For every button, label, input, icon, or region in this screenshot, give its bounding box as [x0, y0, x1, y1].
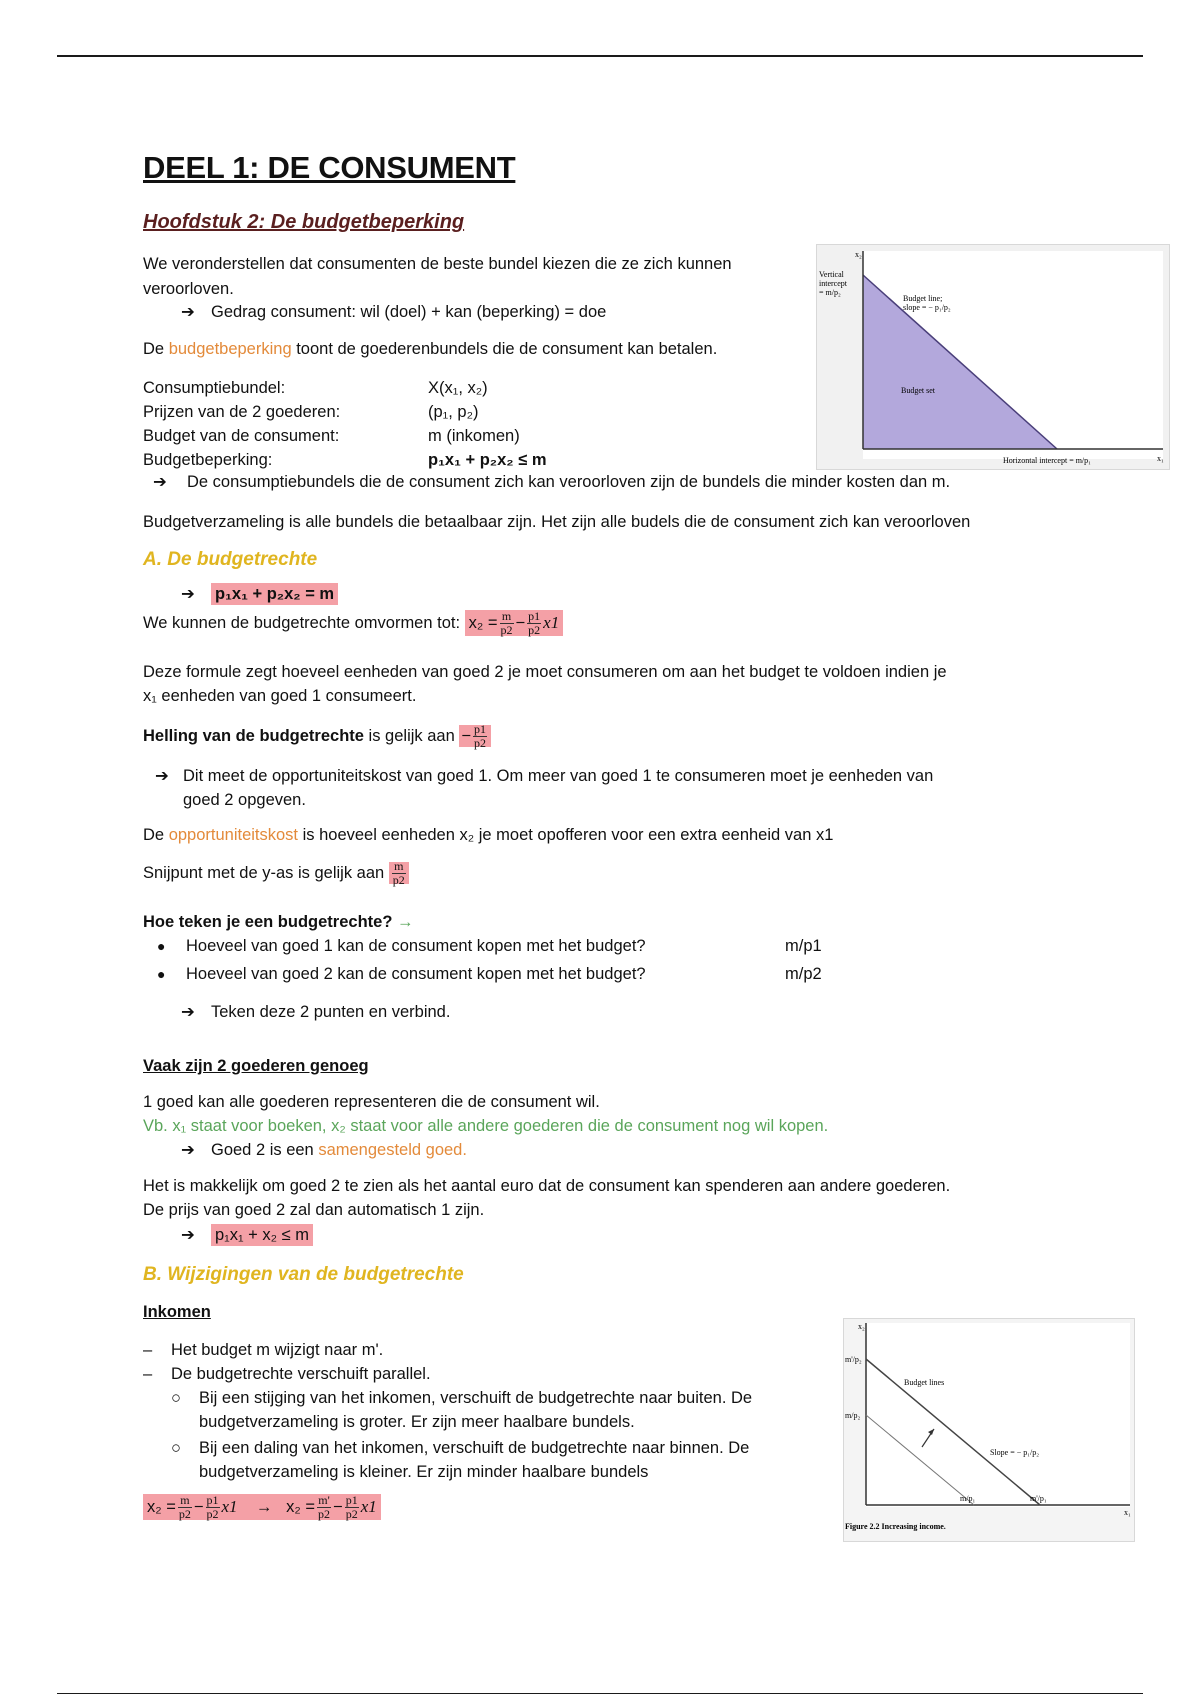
denominator: p2	[318, 1507, 331, 1521]
bullet-icon: ●	[157, 938, 166, 954]
fraction-p1-p2	[345, 1494, 359, 1521]
m-p1-label: m/p₁	[960, 1494, 976, 1503]
dash-text: De budgetrechte verschuift parallel.	[171, 1365, 431, 1383]
budget-line-label: Budget line;	[903, 294, 943, 303]
plot-area	[866, 1323, 1130, 1507]
budget-set-label: Budget set	[901, 386, 935, 395]
two-goods-title: Vaak zijn 2 goederen genoeg	[143, 1057, 369, 1075]
bullet-text: Hoeveel van goed 2 kan de consument kopen met het budget?	[186, 965, 646, 983]
minus-sign: −	[515, 613, 526, 632]
denominator: p2	[392, 873, 405, 887]
arrow-icon: ➔	[181, 1003, 195, 1021]
arrow-icon: →	[255, 1497, 273, 1516]
intro-line: veroorloven.	[143, 280, 234, 298]
rewrite-line	[143, 610, 563, 637]
rewrite-formula	[465, 610, 564, 636]
text: is hoeveel eenheden x₂ je moet opofferen voor een extra eenheid van x1	[298, 826, 834, 844]
def-value: m (inkomen)	[428, 427, 520, 445]
figure-caption: Figure 2.2 Increasing income.	[845, 1522, 946, 1531]
budget-set-note: Budgetverzameling is alle bundels die betaalbaar zijn. Het zijn alle budels die de consument zich kan veroorloven	[143, 513, 971, 531]
numerator: p1	[474, 722, 486, 736]
def-value: p₁x₁ + p₂x₂ ≤ m	[428, 451, 547, 469]
denominator: p2	[206, 1507, 219, 1521]
draw-question	[143, 910, 414, 934]
arrow-icon: →	[397, 913, 414, 931]
dash-item	[143, 1362, 431, 1386]
text: Snijpunt met de y-as is gelijk aan	[143, 863, 389, 882]
denominator: p2	[528, 623, 541, 637]
draw-step-text: Teken deze 2 punten en verbind.	[211, 1003, 451, 1021]
term-opportuniteitskost: opportuniteitskost	[168, 826, 299, 844]
sub-item	[171, 1386, 811, 1431]
numerator: m	[392, 860, 406, 874]
bullet-text: Hoeveel van goed 1 kan de consument kopen met het budget?	[186, 937, 646, 955]
behaviour-text: Gedrag consument: wil (doel) + kan (beperking) = doe	[211, 303, 607, 321]
chapter-heading: Hoofdstuk 2: De budgetbeperking	[143, 211, 465, 233]
dash-text: Het budget m wijzigt naar m'.	[171, 1341, 384, 1359]
text: De	[143, 826, 169, 844]
formula-highlight: p₁x₁ + p₂x₂ = m	[211, 583, 338, 605]
m-prime-p1-label: m'/p₁	[1030, 1494, 1047, 1503]
term-samengesteld-goed: samengesteld goed.	[318, 1141, 467, 1159]
minus-sign: −	[333, 1497, 343, 1516]
numerator: p1	[528, 609, 541, 623]
sub-text: budgetverzameling is kleiner. Er zijn minder haalbare bundels	[199, 1463, 649, 1481]
vertical-intercept-label: = m/p₂	[819, 288, 841, 297]
budget-set-figure	[816, 244, 1170, 470]
def-label: Budget van de consument:	[143, 427, 340, 445]
budget-line-label: slope = − p₁/p₂	[903, 303, 951, 312]
m-p2-label: m/p₂	[845, 1411, 861, 1420]
intercept-line	[143, 860, 409, 887]
horizontal-intercept-label: Horizontal intercept = m/p₁	[1003, 456, 1091, 465]
sub-text: Bij een daling van het inkomen, verschuift de budgetrechte naar binnen. De	[199, 1439, 750, 1457]
increasing-income-figure	[843, 1318, 1135, 1542]
minus-sign: −	[193, 1497, 204, 1516]
bullet-icon: ●	[157, 966, 166, 982]
fraction-m-p2	[500, 610, 514, 637]
budget-lines-label: Budget lines	[904, 1378, 945, 1387]
slope-label: Helling van de budgetrechte	[143, 726, 364, 745]
numerator: p1	[345, 1493, 358, 1507]
arrow-icon: ➔	[155, 767, 169, 785]
m-prime-p2-label: m'/p₂	[845, 1355, 862, 1364]
x1-symbol: x1	[221, 1496, 238, 1516]
arrow-icon: ➔	[181, 1141, 195, 1159]
rewrite-text: We kunnen de budgetrechte omvormen tot:	[143, 613, 465, 632]
definitions-table	[143, 376, 743, 476]
text: toont de goederenbundels die de consument kan betalen.	[291, 340, 718, 358]
two-goods-example: Vb. x₁ staat voor boeken, x₂ staat voor alle andere goederen die de consument nog wil kopen.	[143, 1117, 829, 1135]
vertical-intercept-label: Vertical	[819, 270, 844, 279]
meaning-line: x₁ eenheden van goed 1 consumeert.	[143, 687, 417, 705]
page-title: DEEL 1: DE CONSUMENT	[143, 150, 516, 185]
behaviour-line	[181, 300, 606, 324]
def-value: (p₁, p₂)	[428, 403, 479, 421]
fraction-p1-p2	[473, 723, 487, 750]
formula-highlight: p₁x₁ + x₂ ≤ m	[211, 1224, 313, 1246]
budget-set-diagram	[817, 245, 1169, 469]
denominator: p2	[474, 736, 486, 750]
x2-symbol: x₂ =	[468, 613, 498, 632]
draw-step	[181, 1000, 450, 1024]
opportunity-line	[155, 764, 933, 788]
fraction-p1-p2	[206, 1494, 220, 1521]
sub-item	[171, 1436, 811, 1481]
numerator: m	[178, 1494, 192, 1508]
numerator: m	[500, 610, 514, 624]
term-budgetbeperking: budgetbeperking	[168, 340, 292, 358]
opportunity-line: goed 2 opgeven.	[183, 791, 306, 809]
text: De	[143, 340, 169, 358]
def-value: X(x₁, x₂)	[428, 379, 488, 397]
arrow-icon: ➔	[181, 1226, 195, 1244]
x2-symbol: x₂ =	[147, 1497, 176, 1516]
two-goods-formula	[181, 1223, 313, 1247]
arrow-icon: ➔	[181, 585, 195, 603]
denominator: p2	[178, 1507, 191, 1521]
numerator: p1	[206, 1493, 219, 1507]
bullet-answer: m/p1	[785, 937, 822, 955]
euro-line: De prijs van goed 2 zal dan automatisch 1 zijn.	[143, 1201, 485, 1219]
dash-icon: –	[143, 1365, 153, 1383]
fraction-m-p2	[392, 860, 406, 887]
arrow-icon: ➔	[181, 303, 195, 321]
denominator: p2	[345, 1507, 358, 1521]
bundles-note	[153, 470, 950, 494]
minus-sign: −	[461, 726, 471, 745]
circle-bullet-icon: ○	[171, 1439, 181, 1457]
section-a-title: A. De budgetrechte	[143, 549, 318, 570]
two-goods-line: 1 goed kan alle goederen representeren die de consument wil.	[143, 1093, 600, 1111]
x-axis-label: x₁	[1124, 1508, 1131, 1517]
section-b-title: B. Wijzigingen van de budgetrechte	[143, 1264, 464, 1285]
x1-symbol: x1	[360, 1496, 377, 1516]
euro-line: Het is makkelijk om goed 2 te zien als het aantal euro dat de consument kan spenderen aan andere goederen.	[143, 1177, 951, 1195]
fraction-mprime-p2	[317, 1494, 331, 1521]
bottom-rule	[57, 1693, 1143, 1694]
def-label: Prijzen van de 2 goederen:	[143, 403, 341, 421]
increasing-income-diagram	[844, 1319, 1134, 1541]
constraint-line	[143, 337, 717, 361]
sub-text: Bij een stijging van het inkomen, verschuift de budgetrechte naar buiten. De	[199, 1389, 753, 1407]
text: is gelijk aan	[363, 726, 460, 745]
income-title: Inkomen	[143, 1303, 211, 1321]
arrow-icon: ➔	[153, 473, 167, 491]
opportunity-text: Dit meet de opportuniteitskost van goed 1. Om meer van goed 1 te consumeren moet je eenheden van	[183, 767, 934, 785]
x2-symbol: x₂ =	[286, 1497, 316, 1516]
opportunity-cost-line	[143, 823, 833, 847]
dash-item	[143, 1338, 384, 1362]
bullet-answer: m/p2	[785, 965, 822, 983]
sub-text: budgetverzameling is groter. Er zijn meer haalbare bundels.	[199, 1413, 635, 1431]
y-axis-label: x₂	[855, 250, 862, 259]
top-rule	[57, 55, 1143, 57]
bundles-note-text: De consumptiebundels die de consument zich kan veroorloven zijn de bundels die minder kosten dan m.	[187, 473, 951, 491]
def-label: Consumptiebundel:	[143, 379, 286, 397]
numerator: m'	[318, 1493, 330, 1507]
vertical-intercept-label: intercept	[819, 279, 847, 288]
circle-bullet-icon: ○	[171, 1389, 181, 1407]
x1-symbol: x1	[543, 612, 560, 632]
slope-formula	[459, 722, 491, 750]
fraction-p1-p2	[527, 610, 541, 637]
intercept-formula	[389, 859, 409, 887]
fraction-m-p2	[178, 1494, 192, 1521]
denominator: p2	[500, 623, 513, 637]
slope-label: Slope = − p₁/p₂	[990, 1448, 1040, 1457]
y-axis-label: x₂	[858, 1322, 865, 1331]
x-axis-label: x₁	[1157, 454, 1164, 463]
intro-line: We veronderstellen dat consumenten de beste bundel kiezen die ze zich kunnen	[143, 255, 732, 273]
question-text: Hoe teken je een budgetrechte?	[143, 913, 393, 931]
meaning-line: Deze formule zegt hoeveel eenheden van goed 2 je moet consumeren om aan het budget te voldoen indien je	[143, 663, 947, 681]
income-shift-formula	[143, 1494, 381, 1521]
def-label: Budgetbeperking:	[143, 451, 273, 469]
formula-highlight	[143, 1494, 381, 1520]
slope-line	[143, 723, 491, 750]
text: Goed 2 is een	[211, 1141, 319, 1159]
dash-icon: –	[143, 1341, 153, 1359]
composite-line	[181, 1138, 467, 1162]
budget-line-formula	[181, 582, 338, 606]
